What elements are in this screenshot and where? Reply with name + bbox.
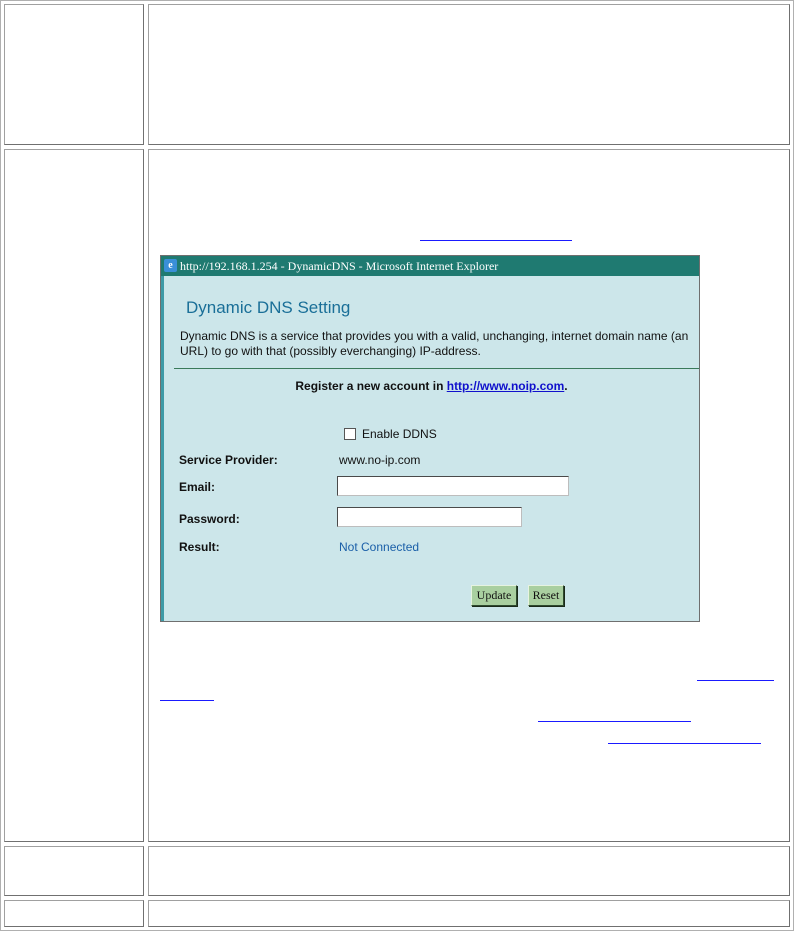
enable-ddns-checkbox[interactable] [344, 428, 356, 440]
update-button[interactable]: Update [471, 585, 517, 606]
ddns-description: Dynamic DNS is a service that provides you with a valid, unchanging, internet domain name (an URL) to go with that (possibly everchanging) IP-address. [180, 329, 689, 358]
ie-window-screenshot [160, 255, 700, 622]
row1-content-cell [148, 4, 790, 145]
ie-titlebar [161, 256, 699, 276]
result-label: Result: [179, 540, 220, 554]
service-provider-value: www.no-ip.com [339, 453, 421, 467]
ddns-heading: Dynamic DNS Setting [186, 298, 351, 317]
row4-content-cell [148, 900, 790, 927]
link-underline[interactable] [160, 700, 214, 701]
register-prefix: Register a new account in [295, 379, 447, 393]
result-status: Not Connected [339, 540, 420, 554]
email-label: Email: [179, 480, 216, 494]
noip-register-link[interactable]: http://www.noip.com [446, 379, 565, 393]
ie-window-title: http://192.168.1.254 - DynamicDNS - Microsoft Internet Explorer [180, 259, 499, 273]
reset-button[interactable]: Reset [528, 585, 564, 606]
enable-ddns-label: Enable DDNS [362, 427, 437, 441]
register-line [164, 379, 699, 393]
password-field[interactable] [337, 507, 522, 527]
link-underline[interactable] [538, 721, 691, 722]
email-field[interactable] [337, 476, 569, 496]
row3-content-cell [148, 846, 790, 896]
divider [174, 368, 699, 369]
link-underline[interactable] [697, 680, 774, 681]
row4-label-cell [4, 900, 144, 927]
ie-browser-icon: e [164, 259, 177, 272]
password-label: Password: [179, 512, 240, 526]
service-provider-label: Service Provider: [179, 453, 278, 467]
row2-label-cell [4, 149, 144, 842]
row1-label-cell [4, 4, 144, 145]
ie-client-area [161, 276, 699, 621]
row3-label-cell [4, 846, 144, 896]
link-underline[interactable] [608, 743, 761, 744]
link-underline[interactable] [420, 240, 572, 241]
register-suffix: . [564, 379, 568, 393]
